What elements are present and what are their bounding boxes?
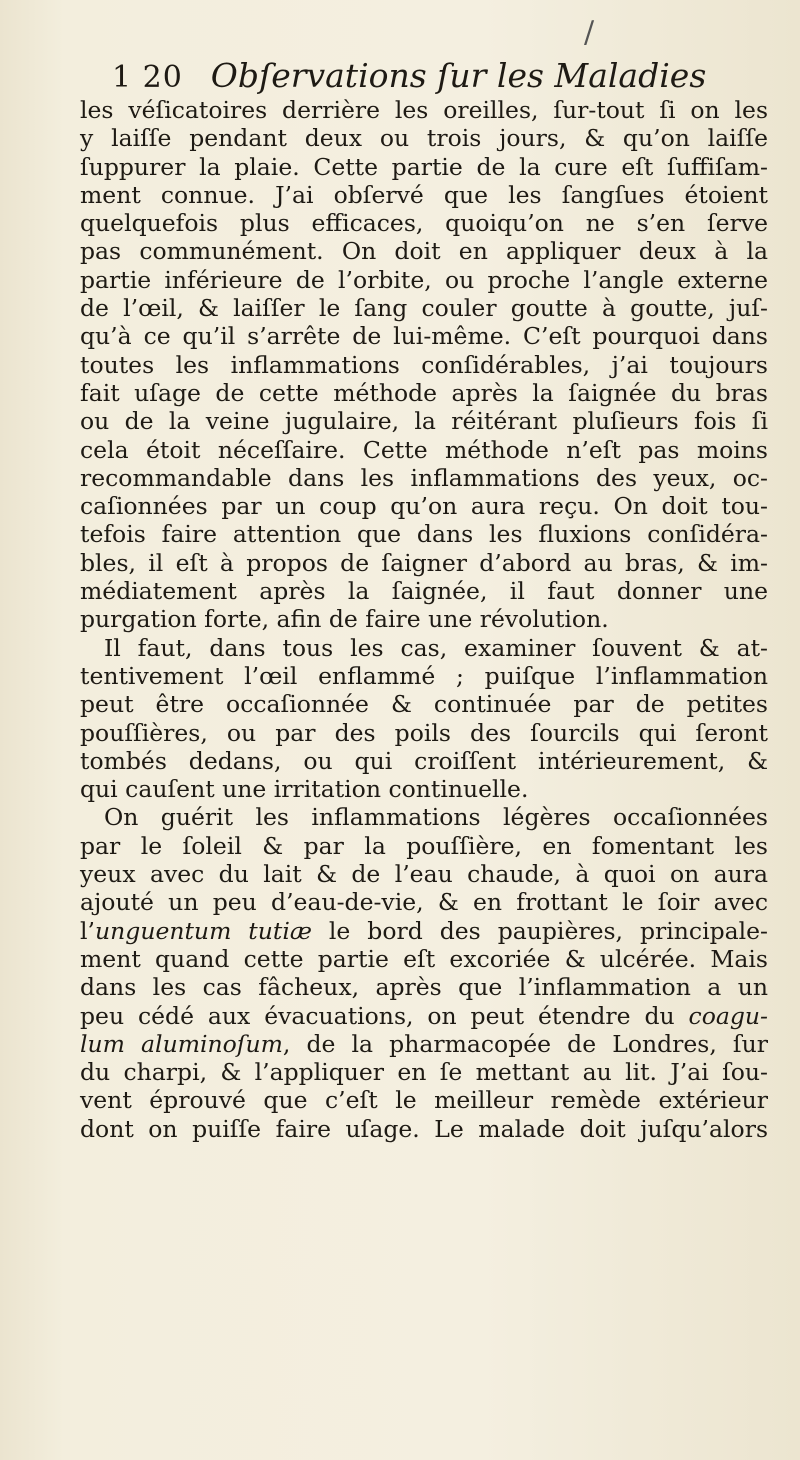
text-line: ſuppurer la plaie. Cette partie de la cure eſt ſuffiſam- (80, 152, 768, 181)
text-line: ajouté un peu d’eau-de-vie, & en frottant le ſoir avec (80, 888, 768, 917)
text-line: On guérit les inflammations légères occaſionnées (104, 803, 768, 832)
text-line: tombés dedans, ou qui croiſſent intérieurement, & (80, 746, 768, 775)
text-line: dont on puiſſe faire uſage. Le malade doit juſqu’alors (80, 1114, 768, 1143)
text-fragment: l’ (80, 916, 95, 945)
text-line: vent éprouvé que c’eſt le meilleur remède extérieur (80, 1086, 768, 1115)
text-fragment: , de la pharmacopée de Londres, ſur (282, 1029, 768, 1058)
text-line: y laiſſe pendant deux ou trois jours, & qu’on laiſſe (80, 124, 768, 153)
text-line: fait uſage de cette méthode après la ſaignée du bras (80, 378, 768, 407)
text-line: Il faut, dans tous les cas, examiner ſouvent & at- (104, 633, 768, 662)
text-line: ou de la veine jugulaire, la réitérant pluſieurs fois ſi (80, 407, 768, 436)
text-line: purgation forte, afin de faire une révolution. (80, 605, 609, 634)
text-line-coagu (80, 1002, 768, 1030)
text-line: toutes les inflammations conſidérables, j’ai toujours (80, 350, 768, 379)
text-line: qui cauſent une irritation continuelle. (80, 775, 529, 804)
text-fragment: le bord des paupières, principale- (311, 916, 769, 945)
text-line: tefois faire attention que dans les fluxions conſidéra- (80, 520, 768, 549)
italic-term: coagu- (688, 1001, 768, 1030)
text-line: quelquefois plus efficaces, quoiqu’on ne s’en ſerve (80, 209, 768, 238)
text-line: tentivement l’œil enflammé ; puiſque l’inflammation (80, 661, 768, 690)
text-line: caſionnées par un coup qu’on aura reçu. On doit tou- (80, 492, 768, 521)
italic-term: unguentum tutiæ (95, 916, 312, 945)
text-line: cela étoit néceſſaire. Cette méthode n’eſt pas moins (80, 435, 768, 464)
text-line: de l’œil, & laiſſer le ſang couler goutte à goutte, juſ- (80, 294, 768, 323)
text-line: les véſicatoires derrière les oreilles, ſur-tout ſi on les (80, 96, 768, 124)
text-line: bles, il eſt à propos de ſaigner d’abord au bras, & im- (80, 548, 768, 577)
text-fragment: peu cédé aux évacuations, on peut étendre du (80, 1001, 675, 1030)
text-line: du charpi, & l’appliquer en ſe mettant au lit. J’ai ſou- (80, 1058, 768, 1087)
text-line: pouſſières, ou par des poils des ſourcils qui ſeront (80, 718, 768, 747)
italic-term: lum aluminoſum (80, 1029, 283, 1058)
text-line: qu’à ce qu’il s’arrête de lui-même. C’eſt pourquoi dans (80, 322, 768, 351)
text-line: partie inférieure de l’orbite, ou proche l’angle externe (80, 265, 768, 294)
text-line: peut être occaſionnée & continuée par de petites (80, 690, 768, 719)
body-text (80, 96, 768, 1143)
page-number: 1 20 (112, 60, 183, 95)
corner-mark: / (584, 15, 595, 50)
text-line: pas communément. On doit en appliquer deux à la (80, 237, 768, 266)
text-line: ment connue. J’ai obſervé que les ſangſues étoient (80, 180, 768, 209)
text-line-unguent (80, 917, 768, 945)
text-line: ment quand cette partie eſt excoriée & ulcérée. Mais (80, 944, 768, 973)
text-line-alum (80, 1030, 768, 1058)
text-line: dans les cas fâcheux, après que l’inflammation a un (80, 973, 768, 1002)
text-line: médiatement après la ſaignée, il faut donner une (80, 577, 768, 606)
running-title: Obſervations ſur les Maladies (210, 56, 707, 95)
text-line: yeux avec du lait & de l’eau chaude, à quoi on aura (80, 860, 768, 889)
page-header (112, 56, 752, 95)
text-line: par le ſoleil & par la pouſſière, en fomentant les (80, 831, 768, 860)
text-line: recommandable dans les inflammations des yeux, oc- (80, 463, 768, 492)
